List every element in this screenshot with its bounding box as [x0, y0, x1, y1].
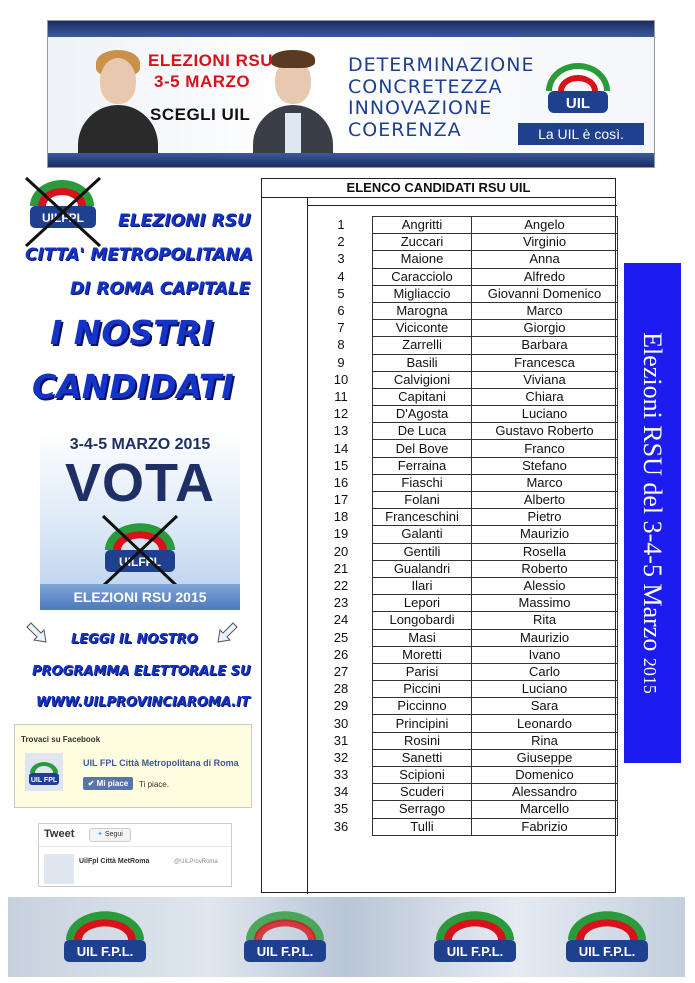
- banner-top-bar: [48, 21, 654, 37]
- banner-slogan: La UIL è così.: [538, 126, 624, 142]
- candidate-first-name: Marco: [472, 302, 618, 319]
- twitter-bird-icon: ✦: [97, 831, 103, 838]
- candidate-row: [310, 302, 618, 319]
- candidate-surname: Piccini: [373, 681, 472, 698]
- vote-footer-bar: [40, 584, 240, 610]
- candidate-first-name: Alberto: [472, 492, 618, 509]
- program-line-2: PROGRAMMA ELETTORALE SU: [32, 664, 251, 679]
- candidate-list-title: ELENCO CANDIDATI RSU UIL: [346, 180, 531, 195]
- candidate-row: [310, 526, 618, 543]
- candidate-surname: Angritti: [373, 217, 472, 234]
- svg-text:UIL F.P.L.: UIL F.P.L.: [256, 944, 314, 959]
- facebook-likes-text: Ti piace.: [139, 780, 169, 789]
- candidate-number: 32: [333, 749, 349, 765]
- candidate-first-name: Ivano: [472, 646, 618, 663]
- candidate-first-name: Rina: [472, 732, 618, 749]
- woman-photo: [78, 48, 158, 153]
- candidate-row: [310, 509, 618, 526]
- twitter-widget: [38, 823, 232, 887]
- candidate-first-name: Massimo: [472, 595, 618, 612]
- candidate-row: [310, 406, 618, 423]
- program-line-1: LEGGI IL NOSTRO: [71, 632, 198, 647]
- candidate-first-name: Stefano: [472, 457, 618, 474]
- candidate-row: [310, 354, 618, 371]
- candidate-number: 31: [333, 732, 349, 748]
- arrow-down-left-icon: [214, 620, 240, 646]
- candidate-surname: Ferraina: [373, 457, 472, 474]
- candidate-surname: Scuderi: [373, 784, 472, 801]
- candidate-number: 24: [333, 612, 349, 628]
- candidate-surname: Principini: [373, 715, 472, 732]
- candidate-first-name: Anna: [472, 251, 618, 268]
- candidate-row: [310, 681, 618, 698]
- candidate-surname: Franceschini: [373, 509, 472, 526]
- svg-text:UIL F.P.L.: UIL F.P.L.: [76, 944, 134, 959]
- candidate-number: 8: [337, 337, 345, 353]
- banner-slogan-box: [518, 123, 644, 145]
- candidate-first-name: Domenico: [472, 767, 618, 784]
- candidate-first-name: Alessandro: [472, 784, 618, 801]
- candidate-row: [310, 474, 618, 491]
- footer-logo-strip: [8, 897, 685, 977]
- candidate-surname: Masi: [373, 629, 472, 646]
- candidate-row: [310, 663, 618, 680]
- candidate-row: [310, 595, 618, 612]
- candidate-surname: Moretti: [373, 646, 472, 663]
- svg-text:UIL: UIL: [565, 95, 591, 112]
- candidate-first-name: Carlo: [472, 663, 618, 680]
- candidate-surname: Folani: [373, 492, 472, 509]
- candidate-first-name: Rosella: [472, 543, 618, 560]
- headline-line-1: I NOSTRI: [50, 313, 214, 352]
- candidate-surname: Viciconte: [373, 320, 472, 337]
- candidate-first-name: Rita: [472, 612, 618, 629]
- candidate-number: 20: [333, 543, 349, 559]
- candidate-surname: Gentili: [373, 543, 472, 560]
- candidate-number: 14: [333, 440, 349, 456]
- candidate-surname: Scipioni: [373, 767, 472, 784]
- candidate-surname: Parisi: [373, 663, 472, 680]
- candidate-number: 16: [333, 474, 349, 490]
- uilfpl-page-avatar-icon[interactable]: [25, 753, 63, 791]
- banner-value-3: INNOVAZIONE: [348, 97, 493, 119]
- candidate-first-name: Marco: [472, 474, 618, 491]
- candidate-row: [310, 457, 618, 474]
- candidate-surname: Calvigioni: [373, 371, 472, 388]
- vote-footer-text: ELEZIONI RSU 2015: [73, 589, 207, 605]
- candidate-first-name: Leonardo: [472, 715, 618, 732]
- candidate-surname: Ilari: [373, 577, 472, 594]
- candidate-row: [310, 543, 618, 560]
- candidate-first-name: Giovanni Domenico: [472, 285, 618, 302]
- candidate-first-name: Franco: [472, 440, 618, 457]
- twitter-follow-label: Segui: [104, 831, 123, 838]
- candidate-surname: Migliaccio: [373, 285, 472, 302]
- vertical-election-text: [637, 332, 667, 694]
- candidate-surname: Galanti: [373, 526, 472, 543]
- candidate-first-name: Chiara: [472, 388, 618, 405]
- candidate-number: 3: [337, 251, 345, 267]
- candidate-first-name: Barbara: [472, 337, 618, 354]
- twitter-title: Tweet: [44, 828, 75, 840]
- candidate-number: 18: [333, 509, 349, 525]
- candidate-first-name: Marcello: [472, 801, 618, 818]
- candidate-first-name: Alfredo: [472, 268, 618, 285]
- candidate-number: 27: [333, 663, 349, 679]
- candidate-surname: Sanetti: [373, 749, 472, 766]
- candidate-row: [310, 767, 618, 784]
- candidate-number: 13: [333, 423, 349, 439]
- svg-text:UIL FPL: UIL FPL: [30, 777, 58, 784]
- candidate-first-name: Maurizio: [472, 526, 618, 543]
- header-banner: [47, 20, 655, 168]
- vertical-election-banner: [624, 263, 681, 763]
- facebook-header: Trovaci su Facebook: [21, 735, 101, 744]
- candidate-first-name: Sara: [472, 698, 618, 715]
- candidate-number: 12: [333, 406, 349, 422]
- banner-value-4: COERENZA: [348, 119, 462, 141]
- uilfpl-footer-logo-icon: [56, 902, 154, 972]
- banner-bottom-bar: [48, 153, 654, 167]
- candidate-surname: Fiaschi: [373, 474, 472, 491]
- candidate-surname: Basili: [373, 354, 472, 371]
- banner-value-2: CONCRETEZZA: [348, 76, 503, 98]
- program-website-link[interactable]: WWW.UILPROVINCIAROMA.IT: [36, 695, 250, 710]
- candidate-row: [310, 440, 618, 457]
- candidate-number: 21: [333, 560, 349, 576]
- headline-line-2: CANDIDATI: [32, 367, 234, 406]
- uilfpl-footer-logo-icon: [426, 902, 524, 972]
- candidate-first-name: Maurizio: [472, 629, 618, 646]
- candidate-surname: Serrago: [373, 801, 472, 818]
- candidate-number: 6: [337, 303, 345, 319]
- candidate-surname: Piccinno: [373, 698, 472, 715]
- candidate-row: [310, 801, 618, 818]
- candidate-row: [310, 423, 618, 440]
- candidate-row: [310, 320, 618, 337]
- candidate-number: 1: [337, 217, 345, 233]
- twitter-handle[interactable]: @UILProvRoma: [174, 859, 218, 865]
- candidate-surname: Rosini: [373, 732, 472, 749]
- candidate-row: [310, 560, 618, 577]
- candidate-number: 36: [333, 818, 349, 834]
- candidate-number: 4: [337, 268, 345, 284]
- candidate-number: 28: [333, 681, 349, 697]
- candidate-first-name: Viviana: [472, 371, 618, 388]
- candidate-first-name: Francesca: [472, 354, 618, 371]
- left-title-line-2: CITTA' METROPOLITANA: [25, 245, 253, 265]
- candidate-number: 11: [334, 388, 348, 404]
- candidate-first-name: Virginio: [472, 234, 618, 251]
- uilfpl-footer-logo-icon: [236, 902, 334, 972]
- candidate-surname: Maione: [373, 251, 472, 268]
- candidate-number: 33: [333, 767, 349, 783]
- candidate-number: 15: [333, 457, 349, 473]
- candidate-number: 29: [333, 698, 349, 714]
- twitter-follow-button[interactable]: [89, 828, 131, 842]
- candidate-row: [310, 217, 618, 234]
- candidate-row: [310, 577, 618, 594]
- banner-value-1: DETERMINAZIONE: [348, 54, 535, 76]
- left-title-line-1: ELEZIONI RSU: [118, 211, 251, 231]
- candidate-surname: Del Bove: [373, 440, 472, 457]
- facebook-like-button[interactable]: ✔ Mi piace: [83, 777, 133, 790]
- candidate-table: [310, 216, 618, 836]
- candidate-row: [310, 698, 618, 715]
- candidate-first-name: Pietro: [472, 509, 618, 526]
- candidate-surname: Lepori: [373, 595, 472, 612]
- candidate-first-name: Gustavo Roberto: [472, 423, 618, 440]
- candidate-number: 17: [333, 492, 349, 508]
- vote-poster: [40, 430, 240, 610]
- candidate-row: [310, 629, 618, 646]
- candidate-surname: Caracciolo: [373, 268, 472, 285]
- candidate-surname: Zuccari: [373, 234, 472, 251]
- candidate-surname: De Luca: [373, 423, 472, 440]
- candidate-first-name: Luciano: [472, 406, 618, 423]
- candidate-list-header: [262, 179, 615, 198]
- candidate-row: [310, 371, 618, 388]
- candidate-number: 7: [337, 320, 345, 336]
- candidate-list-subline: [307, 205, 617, 206]
- svg-text:UILFPL: UILFPL: [119, 555, 161, 569]
- candidate-row: [310, 337, 618, 354]
- candidate-surname: Capitani: [373, 388, 472, 405]
- candidate-number: 34: [333, 784, 349, 800]
- candidate-surname: Tulli: [373, 818, 472, 835]
- candidate-list-divider: [307, 197, 308, 894]
- candidate-first-name: Roberto: [472, 560, 618, 577]
- candidate-first-name: Giorgio: [472, 320, 618, 337]
- candidate-first-name: Giuseppe: [472, 749, 618, 766]
- facebook-page-link[interactable]: UIL FPL Città Metropolitana di Roma: [83, 758, 239, 768]
- uilfpl-footer-logo-icon: [558, 902, 656, 972]
- candidate-row: [310, 646, 618, 663]
- banner-election-title: ELEZIONI RSU: [148, 51, 274, 70]
- vertical-election-year: 2015: [640, 657, 660, 694]
- candidate-number: 2: [337, 234, 345, 250]
- candidate-surname: Gualandri: [373, 560, 472, 577]
- candidate-row: [310, 268, 618, 285]
- uilfpl-crossed-logo-icon: [18, 170, 108, 252]
- twitter-user-name[interactable]: UilFpl Città MetRoma: [79, 858, 150, 865]
- candidate-number: 19: [333, 526, 349, 542]
- twitter-avatar[interactable]: [44, 854, 74, 884]
- candidate-surname: Marogna: [373, 302, 472, 319]
- uil-logo-icon: [538, 51, 618, 121]
- svg-text:UIL F.P.L.: UIL F.P.L.: [446, 944, 504, 959]
- candidate-row: [310, 715, 618, 732]
- banner-choose-uil: SCEGLI UIL: [150, 105, 251, 124]
- candidate-row: [310, 732, 618, 749]
- candidate-surname: Longobardi: [373, 612, 472, 629]
- candidate-row: [310, 285, 618, 302]
- candidate-first-name: Angelo: [472, 217, 618, 234]
- candidate-surname: D'Agosta: [373, 406, 472, 423]
- svg-text:UIL F.P.L.: UIL F.P.L.: [578, 944, 636, 959]
- vote-date: 3-4-5 MARZO 2015: [69, 436, 211, 453]
- candidate-row: [310, 388, 618, 405]
- banner-election-dates: 3-5 MARZO: [154, 72, 251, 91]
- candidate-number: 9: [337, 354, 345, 370]
- vote-word: VOTA: [65, 453, 215, 513]
- candidate-row: [310, 784, 618, 801]
- candidate-first-name: Luciano: [472, 681, 618, 698]
- candidate-row: [310, 749, 618, 766]
- twitter-divider: [39, 846, 231, 847]
- left-title-line-3: DI ROMA CAPITALE: [70, 279, 251, 299]
- candidate-surname: Zarrelli: [373, 337, 472, 354]
- svg-text:UILFPL: UILFPL: [42, 211, 84, 225]
- candidate-row: [310, 818, 618, 835]
- candidate-row: [310, 234, 618, 251]
- candidate-row: [310, 612, 618, 629]
- candidate-row: [310, 251, 618, 268]
- candidate-number: 26: [333, 646, 349, 662]
- candidate-number: 25: [333, 629, 349, 645]
- uilfpl-vote-logo-icon: [95, 510, 185, 590]
- candidate-row: [310, 492, 618, 509]
- candidate-number: 35: [333, 801, 349, 817]
- candidate-number: 23: [333, 595, 349, 611]
- candidate-number: 10: [333, 371, 349, 387]
- arrow-down-right-icon: [24, 620, 50, 646]
- candidate-first-name: Fabrizio: [472, 818, 618, 835]
- candidate-number: 30: [333, 715, 349, 731]
- candidate-number: 5: [337, 285, 345, 301]
- candidate-first-name: Alessio: [472, 577, 618, 594]
- candidate-number: 22: [333, 578, 349, 594]
- facebook-widget: [14, 724, 252, 808]
- vertical-election-title: Elezioni RSU del 3-4-5 Marzo: [638, 332, 667, 652]
